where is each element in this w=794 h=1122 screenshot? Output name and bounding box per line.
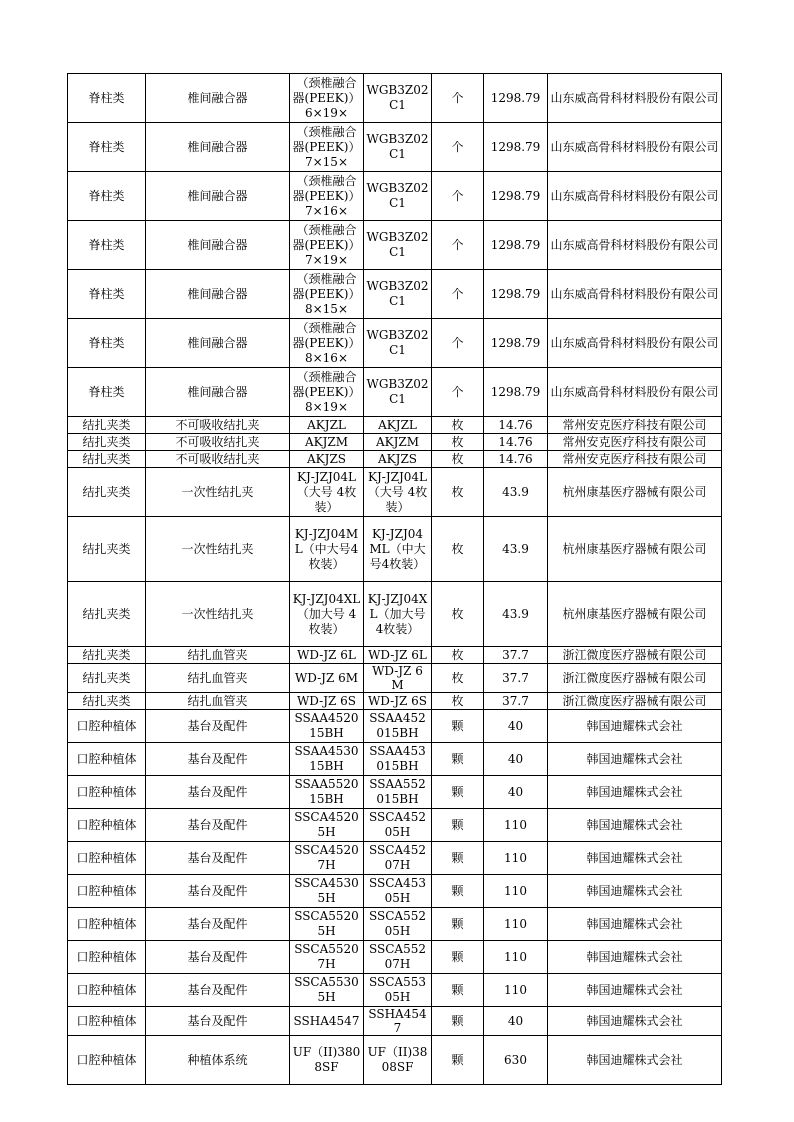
price-cell: 40 (484, 776, 548, 809)
category-cell: 结扎夹类 (68, 664, 146, 693)
price-cell: 1298.79 (484, 270, 548, 319)
category-cell: 结扎夹类 (68, 582, 146, 647)
manufacturer-cell: 韩国迪耀株式会社 (548, 908, 722, 941)
spec-cell: WD-JZ 6M (290, 664, 364, 693)
table-row (68, 468, 722, 517)
model-cell: SSCA55205H (364, 908, 432, 941)
model-cell: SSAA453015BH (364, 743, 432, 776)
manufacturer-cell: 杭州康基医疗器械有限公司 (548, 582, 722, 647)
price-cell: 1298.79 (484, 319, 548, 368)
price-cell: 1298.79 (484, 123, 548, 172)
spec-cell: AKJZM (290, 434, 364, 451)
manufacturer-cell: 浙江微度医疗器械有限公司 (548, 647, 722, 664)
price-table-sheet (67, 73, 721, 1085)
model-cell: AKJZL (364, 417, 432, 434)
category-cell: 脊柱类 (68, 74, 146, 123)
table-row (68, 1007, 722, 1036)
manufacturer-cell: 韩国迪耀株式会社 (548, 809, 722, 842)
category-cell: 脊柱类 (68, 319, 146, 368)
manufacturer-cell: 韩国迪耀株式会社 (548, 710, 722, 743)
price-cell: 37.7 (484, 647, 548, 664)
spec-cell: （颈椎融合器(PEEK)）8×15× (290, 270, 364, 319)
unit-cell: 颗 (432, 743, 484, 776)
spec-cell: WD-JZ 6S (290, 693, 364, 710)
model-cell: WD-JZ 6M (364, 664, 432, 693)
model-cell: SSHA4547 (364, 1007, 432, 1036)
unit-cell: 个 (432, 368, 484, 417)
manufacturer-cell: 山东威高骨科材料股份有限公司 (548, 270, 722, 319)
price-cell: 110 (484, 941, 548, 974)
product-name-cell: 椎间融合器 (146, 221, 290, 270)
product-name-cell: 基台及配件 (146, 776, 290, 809)
table-row (68, 842, 722, 875)
spec-cell: SSCA45305H (290, 875, 364, 908)
manufacturer-cell: 浙江微度医疗器械有限公司 (548, 664, 722, 693)
price-cell: 110 (484, 908, 548, 941)
spec-cell: SSHA4547 (290, 1007, 364, 1036)
model-cell: SSCA45207H (364, 842, 432, 875)
category-cell: 口腔种植体 (68, 776, 146, 809)
spec-cell: （颈椎融合器(PEEK)）7×15× (290, 123, 364, 172)
category-cell: 脊柱类 (68, 368, 146, 417)
product-name-cell: 种植体系统 (146, 1036, 290, 1085)
product-name-cell: 基台及配件 (146, 941, 290, 974)
product-name-cell: 结扎血管夹 (146, 693, 290, 710)
unit-cell: 枚 (432, 434, 484, 451)
category-cell: 口腔种植体 (68, 908, 146, 941)
unit-cell: 颗 (432, 710, 484, 743)
spec-cell: SSAA453015BH (290, 743, 364, 776)
product-name-cell: 基台及配件 (146, 710, 290, 743)
model-cell: AKJZS (364, 451, 432, 468)
model-cell: WGB3Z02C1 (364, 74, 432, 123)
price-cell: 110 (484, 974, 548, 1007)
unit-cell: 个 (432, 270, 484, 319)
table-row (68, 123, 722, 172)
price-cell: 37.7 (484, 664, 548, 693)
category-cell: 结扎夹类 (68, 451, 146, 468)
price-cell: 43.9 (484, 582, 548, 647)
product-name-cell: 椎间融合器 (146, 172, 290, 221)
spec-cell: （颈椎融合器(PEEK)）6×19× (290, 74, 364, 123)
category-cell: 结扎夹类 (68, 434, 146, 451)
manufacturer-cell: 常州安克医疗科技有限公司 (548, 417, 722, 434)
table-row (68, 710, 722, 743)
category-cell: 脊柱类 (68, 172, 146, 221)
price-cell: 110 (484, 875, 548, 908)
table-row (68, 319, 722, 368)
table-row (68, 974, 722, 1007)
category-cell: 脊柱类 (68, 221, 146, 270)
price-cell: 43.9 (484, 468, 548, 517)
unit-cell: 枚 (432, 451, 484, 468)
spec-cell: （颈椎融合器(PEEK)）8×16× (290, 319, 364, 368)
spec-cell: KJ-JZJ04ML（中大号4枚装） (290, 517, 364, 582)
unit-cell: 枚 (432, 582, 484, 647)
spec-cell: SSCA45205H (290, 809, 364, 842)
product-name-cell: 一次性结扎夹 (146, 468, 290, 517)
table-row (68, 776, 722, 809)
unit-cell: 枚 (432, 647, 484, 664)
product-name-cell: 椎间融合器 (146, 368, 290, 417)
spec-cell: （颈椎融合器(PEEK)）7×16× (290, 172, 364, 221)
price-cell: 43.9 (484, 517, 548, 582)
model-cell: AKJZM (364, 434, 432, 451)
model-cell: WGB3Z02C1 (364, 319, 432, 368)
product-name-cell: 不可吸收结扎夹 (146, 417, 290, 434)
product-name-cell: 基台及配件 (146, 974, 290, 1007)
model-cell: SSAA452015BH (364, 710, 432, 743)
price-cell: 40 (484, 1007, 548, 1036)
product-name-cell: 结扎血管夹 (146, 647, 290, 664)
manufacturer-cell: 浙江微度医疗器械有限公司 (548, 693, 722, 710)
table-row (68, 743, 722, 776)
table-row (68, 582, 722, 647)
category-cell: 脊柱类 (68, 270, 146, 319)
category-cell: 口腔种植体 (68, 809, 146, 842)
manufacturer-cell: 韩国迪耀株式会社 (548, 743, 722, 776)
spec-cell: AKJZL (290, 417, 364, 434)
spec-cell: KJ-JZJ04XL（加大号 4枚装） (290, 582, 364, 647)
product-name-cell: 基台及配件 (146, 1007, 290, 1036)
unit-cell: 枚 (432, 664, 484, 693)
manufacturer-cell: 杭州康基医疗器械有限公司 (548, 517, 722, 582)
price-cell: 630 (484, 1036, 548, 1085)
manufacturer-cell: 韩国迪耀株式会社 (548, 1036, 722, 1085)
category-cell: 口腔种植体 (68, 875, 146, 908)
model-cell: UF（II)3808SF (364, 1036, 432, 1085)
manufacturer-cell: 杭州康基医疗器械有限公司 (548, 468, 722, 517)
category-cell: 脊柱类 (68, 123, 146, 172)
spec-cell: AKJZS (290, 451, 364, 468)
product-name-cell: 椎间融合器 (146, 74, 290, 123)
manufacturer-cell: 韩国迪耀株式会社 (548, 842, 722, 875)
table-row (68, 517, 722, 582)
table-row (68, 664, 722, 693)
spec-cell: SSAA452015BH (290, 710, 364, 743)
model-cell: SSCA45205H (364, 809, 432, 842)
model-cell: WGB3Z02C1 (364, 123, 432, 172)
manufacturer-cell: 山东威高骨科材料股份有限公司 (548, 368, 722, 417)
manufacturer-cell: 韩国迪耀株式会社 (548, 875, 722, 908)
product-name-cell: 基台及配件 (146, 908, 290, 941)
table-row (68, 875, 722, 908)
manufacturer-cell: 常州安克医疗科技有限公司 (548, 451, 722, 468)
product-name-cell: 椎间融合器 (146, 270, 290, 319)
table-body (68, 74, 722, 1085)
spec-cell: SSCA55207H (290, 941, 364, 974)
category-cell: 口腔种植体 (68, 1007, 146, 1036)
manufacturer-cell: 山东威高骨科材料股份有限公司 (548, 74, 722, 123)
unit-cell: 颗 (432, 1036, 484, 1085)
table-row (68, 908, 722, 941)
manufacturer-cell: 山东威高骨科材料股份有限公司 (548, 123, 722, 172)
category-cell: 口腔种植体 (68, 974, 146, 1007)
spec-cell: SSCA55205H (290, 908, 364, 941)
price-cell: 14.76 (484, 434, 548, 451)
product-name-cell: 不可吸收结扎夹 (146, 451, 290, 468)
category-cell: 结扎夹类 (68, 693, 146, 710)
model-cell: WD-JZ 6S (364, 693, 432, 710)
unit-cell: 颗 (432, 776, 484, 809)
model-cell: WD-JZ 6L (364, 647, 432, 664)
unit-cell: 个 (432, 172, 484, 221)
table-row (68, 1036, 722, 1085)
price-cell: 1298.79 (484, 221, 548, 270)
product-name-cell: 基台及配件 (146, 842, 290, 875)
manufacturer-cell: 韩国迪耀株式会社 (548, 776, 722, 809)
price-cell: 14.76 (484, 451, 548, 468)
price-cell: 110 (484, 809, 548, 842)
category-cell: 结扎夹类 (68, 647, 146, 664)
table-row (68, 74, 722, 123)
manufacturer-cell: 山东威高骨科材料股份有限公司 (548, 319, 722, 368)
category-cell: 口腔种植体 (68, 710, 146, 743)
unit-cell: 颗 (432, 908, 484, 941)
model-cell: WGB3Z02C1 (364, 270, 432, 319)
unit-cell: 枚 (432, 468, 484, 517)
table-row (68, 417, 722, 434)
category-cell: 口腔种植体 (68, 941, 146, 974)
model-cell: SSAA552015BH (364, 776, 432, 809)
unit-cell: 颗 (432, 974, 484, 1007)
table-row (68, 647, 722, 664)
unit-cell: 枚 (432, 693, 484, 710)
table-row (68, 809, 722, 842)
unit-cell: 颗 (432, 875, 484, 908)
unit-cell: 个 (432, 319, 484, 368)
product-name-cell: 椎间融合器 (146, 123, 290, 172)
unit-cell: 个 (432, 221, 484, 270)
price-cell: 40 (484, 743, 548, 776)
product-name-cell: 基台及配件 (146, 809, 290, 842)
table-row (68, 451, 722, 468)
spec-cell: KJ-JZJ04L（大号 4枚装） (290, 468, 364, 517)
category-cell: 结扎夹类 (68, 517, 146, 582)
table-row (68, 172, 722, 221)
table-row (68, 368, 722, 417)
price-cell: 37.7 (484, 693, 548, 710)
model-cell: WGB3Z02C1 (364, 172, 432, 221)
category-cell: 口腔种植体 (68, 842, 146, 875)
unit-cell: 个 (432, 123, 484, 172)
spec-cell: （颈椎融合器(PEEK)）8×19× (290, 368, 364, 417)
category-cell: 口腔种植体 (68, 1036, 146, 1085)
product-name-cell: 基台及配件 (146, 743, 290, 776)
manufacturer-cell: 山东威高骨科材料股份有限公司 (548, 172, 722, 221)
model-cell: WGB3Z02C1 (364, 221, 432, 270)
price-cell: 40 (484, 710, 548, 743)
table-row (68, 941, 722, 974)
product-name-cell: 基台及配件 (146, 875, 290, 908)
category-cell: 结扎夹类 (68, 468, 146, 517)
model-cell: WGB3Z02C1 (364, 368, 432, 417)
spec-cell: UF（II)3808SF (290, 1036, 364, 1085)
product-price-table (67, 73, 722, 1085)
product-name-cell: 一次性结扎夹 (146, 517, 290, 582)
model-cell: KJ-JZJ04L（大号 4枚装） (364, 468, 432, 517)
table-row (68, 693, 722, 710)
manufacturer-cell: 山东威高骨科材料股份有限公司 (548, 221, 722, 270)
price-cell: 14.76 (484, 417, 548, 434)
price-cell: 1298.79 (484, 74, 548, 123)
unit-cell: 个 (432, 74, 484, 123)
model-cell: KJ-JZJ04XL（加大号4枚装） (364, 582, 432, 647)
table-row (68, 221, 722, 270)
unit-cell: 颗 (432, 809, 484, 842)
product-name-cell: 一次性结扎夹 (146, 582, 290, 647)
spec-cell: SSAA552015BH (290, 776, 364, 809)
unit-cell: 颗 (432, 1007, 484, 1036)
manufacturer-cell: 韩国迪耀株式会社 (548, 941, 722, 974)
product-name-cell: 椎间融合器 (146, 319, 290, 368)
model-cell: SSCA45305H (364, 875, 432, 908)
unit-cell: 颗 (432, 941, 484, 974)
price-cell: 110 (484, 842, 548, 875)
spec-cell: WD-JZ 6L (290, 647, 364, 664)
manufacturer-cell: 韩国迪耀株式会社 (548, 974, 722, 1007)
table-row (68, 270, 722, 319)
price-cell: 1298.79 (484, 368, 548, 417)
category-cell: 口腔种植体 (68, 743, 146, 776)
product-name-cell: 不可吸收结扎夹 (146, 434, 290, 451)
product-name-cell: 结扎血管夹 (146, 664, 290, 693)
unit-cell: 枚 (432, 517, 484, 582)
model-cell: KJ-JZJ04ML（中大号4枚装） (364, 517, 432, 582)
model-cell: SSCA55305H (364, 974, 432, 1007)
manufacturer-cell: 韩国迪耀株式会社 (548, 1007, 722, 1036)
price-cell: 1298.79 (484, 172, 548, 221)
unit-cell: 颗 (432, 842, 484, 875)
category-cell: 结扎夹类 (68, 417, 146, 434)
spec-cell: SSCA45207H (290, 842, 364, 875)
spec-cell: SSCA55305H (290, 974, 364, 1007)
spec-cell: （颈椎融合器(PEEK)）7×19× (290, 221, 364, 270)
manufacturer-cell: 常州安克医疗科技有限公司 (548, 434, 722, 451)
model-cell: SSCA55207H (364, 941, 432, 974)
unit-cell: 枚 (432, 417, 484, 434)
table-row (68, 434, 722, 451)
